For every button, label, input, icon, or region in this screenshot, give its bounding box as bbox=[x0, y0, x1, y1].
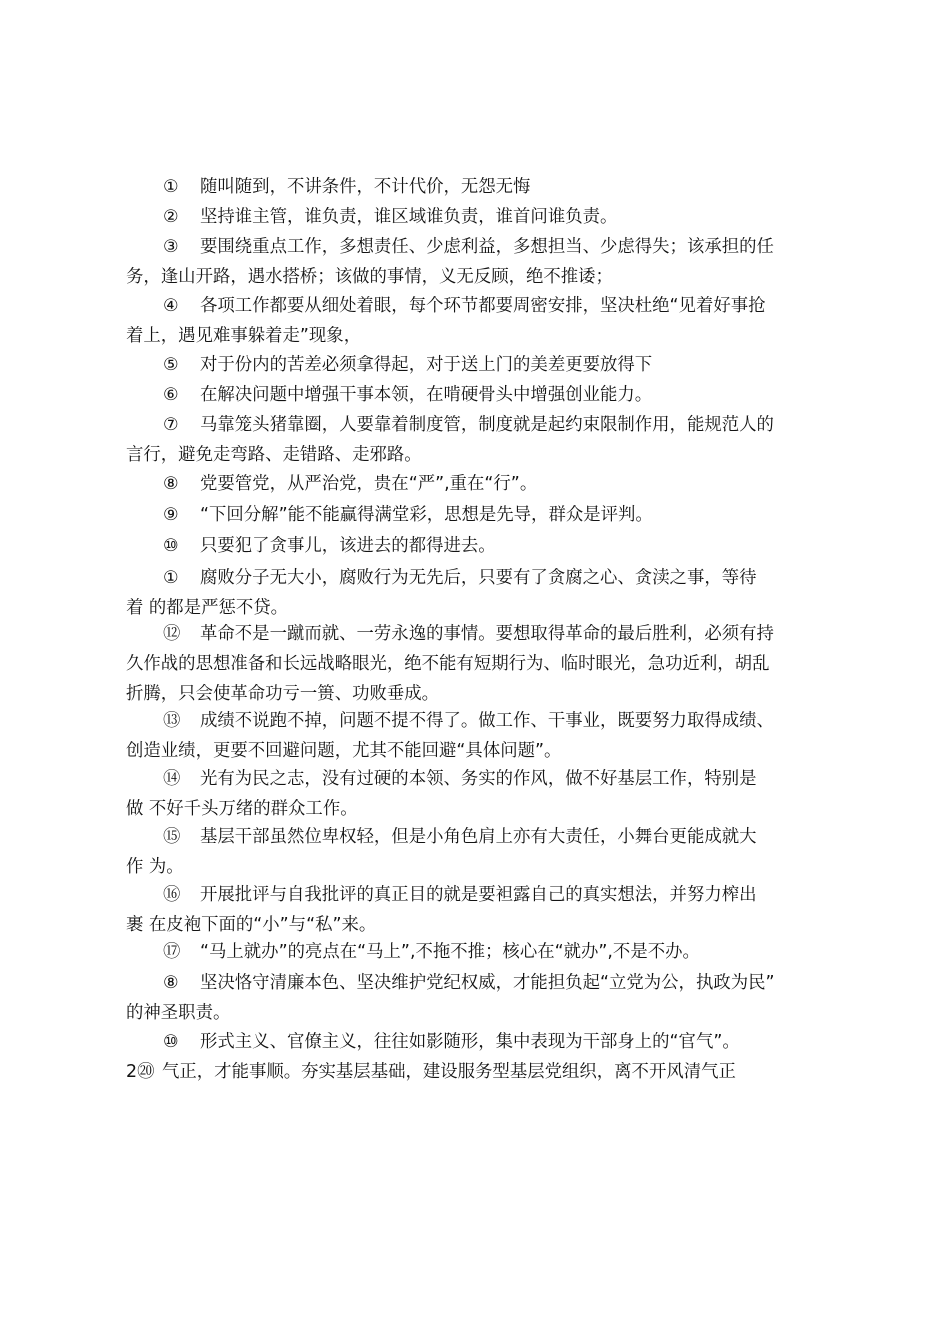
item-text: 形式主义、官僚主义，往往如影随形，集中表现为干部身上的“官气”。 bbox=[200, 1032, 740, 1052]
paragraph-continuation-line: 务，逢山开路，遇水搭桥；该做的事情，义无反顾，绝不推诿； bbox=[126, 267, 613, 287]
paragraph-first-line bbox=[163, 350, 652, 380]
item-text: 腐败分子无大小，腐败行为无先后，只要有了贪腐之心、贪渎之事，等待 bbox=[200, 568, 757, 588]
item-number: ③ bbox=[163, 237, 179, 257]
item-number: ④ bbox=[163, 296, 179, 316]
item-text: 只要犯了贪事儿，该进去的都得进去。 bbox=[200, 536, 496, 556]
paragraph-first-line bbox=[163, 1027, 740, 1057]
item-number: ⑥ bbox=[163, 385, 179, 405]
paragraph-first-line bbox=[163, 764, 757, 794]
paragraph-first-line bbox=[163, 202, 617, 232]
item-number: ⑨ bbox=[163, 505, 179, 525]
item-text: 基层干部虽然位卑权轻，但是小角色肩上亦有大责任，小舞台更能成就大 bbox=[200, 827, 757, 847]
paragraph-first-line bbox=[163, 706, 774, 736]
item-number: ① bbox=[163, 177, 179, 197]
paragraph-first-line bbox=[163, 380, 652, 410]
item-number: ⑩ bbox=[163, 1032, 179, 1052]
paragraph-continuation-line: 的神圣职责。 bbox=[126, 1003, 231, 1023]
paragraph-first-line bbox=[163, 232, 774, 262]
paragraph-first-line bbox=[163, 880, 757, 910]
paragraph-continuation-line: 折腾，只会使革命功亏一篑、功败垂成。 bbox=[126, 684, 440, 704]
item-text: 成绩不说跑不掉，问题不提不得了。做工作、干事业，既要努力取得成绩、 bbox=[200, 711, 774, 731]
item-text: 在解决问题中增强干事本领，在啃硬骨头中增强创业能力。 bbox=[200, 385, 653, 405]
item-number: ⑭ bbox=[163, 769, 181, 789]
paragraph-continuation-line: 言行，避免走弯路、走错路、走邪路。 bbox=[126, 445, 422, 465]
item-number: ⑤ bbox=[163, 355, 179, 375]
paragraph-first-line bbox=[163, 968, 775, 998]
paragraph-continuation-line: 久作战的思想准备和长远战略眼光，绝不能有短期行为、临时眼光，急功近利，胡乱 bbox=[126, 654, 770, 674]
item-text: 随叫随到，不讲条件，不计代价，无怨无悔 bbox=[200, 177, 531, 197]
item-number: 2⑳ bbox=[126, 1062, 155, 1082]
item-text: 对于份内的苦差必须拿得起，对于送上门的美差更要放得下 bbox=[200, 355, 653, 375]
paragraph-first-line bbox=[163, 531, 496, 561]
paragraph-first-line bbox=[163, 172, 530, 202]
item-number: ⑦ bbox=[163, 415, 179, 435]
item-text: 气正，才能事顺。夯实基层基础，建设服务型基层党组织，离不开风清气正 bbox=[162, 1062, 736, 1082]
item-number: ⑰ bbox=[163, 942, 181, 962]
paragraph-first-line bbox=[163, 937, 700, 967]
item-number: ⑧ bbox=[163, 474, 179, 494]
item-text: “下回分解”能不能赢得满堂彩，思想是先导，群众是评判。 bbox=[200, 505, 653, 525]
item-number: ⑫ bbox=[163, 624, 181, 644]
item-number: ① bbox=[163, 568, 179, 588]
paragraph-first-line bbox=[126, 1057, 736, 1087]
paragraph-first-line bbox=[163, 410, 774, 440]
item-text: 要围绕重点工作，多想责任、少虑利益，多想担当、少虑得失；该承担的任 bbox=[200, 237, 774, 257]
paragraph-first-line bbox=[163, 469, 537, 499]
paragraph-continuation-line: 着 的都是严惩不贷。 bbox=[126, 598, 289, 618]
item-text: 开展批评与自我批评的真正目的就是要袒露自己的真实想法，并努力榨出 bbox=[200, 885, 757, 905]
paragraph-first-line bbox=[163, 500, 653, 530]
paragraph-continuation-line: 裹 在皮袍下面的“小”与“私”来。 bbox=[126, 915, 377, 935]
item-text: “马上就办”的亮点在“马上”,不拖不推；核心在“就办”,不是不办。 bbox=[200, 942, 700, 962]
item-text: 光有为民之志，没有过硬的本领、务实的作风，做不好基层工作，特别是 bbox=[200, 769, 757, 789]
item-number: ⑯ bbox=[163, 885, 181, 905]
paragraph-first-line bbox=[163, 822, 757, 852]
item-number: ⑩ bbox=[163, 536, 179, 556]
paragraph-first-line bbox=[163, 563, 757, 593]
item-text: 马靠笼头猪靠圈，人要靠着制度管，制度就是起约束限制作用，能规范人的 bbox=[200, 415, 774, 435]
paragraph-continuation-line: 创造业绩，更要不回避问题，尤其不能回避“具体问题”。 bbox=[126, 741, 562, 761]
item-text: 革命不是一蹴而就、一劳永逸的事情。要想取得革命的最后胜利，必须有持 bbox=[200, 624, 774, 644]
paragraph-continuation-line: 着上，遇见难事躲着走”现象， bbox=[126, 326, 362, 346]
paragraph-first-line bbox=[163, 619, 774, 649]
item-text: 坚决恪守清廉本色、坚决维护党纪权威，才能担负起“立党为公，执政为民” bbox=[200, 973, 775, 993]
item-text: 各项工作都要从细处着眼，每个环节都要周密安排，坚决杜绝“见着好事抢 bbox=[200, 296, 766, 316]
item-text: 坚持谁主管，谁负责，谁区域谁负责，谁首问谁负责。 bbox=[200, 207, 618, 227]
item-number: ⑮ bbox=[163, 827, 181, 847]
item-number: ② bbox=[163, 207, 179, 227]
item-number: ⑧ bbox=[163, 973, 179, 993]
paragraph-continuation-line: 做 不好千头万绪的群众工作。 bbox=[126, 799, 358, 819]
paragraph-first-line bbox=[163, 291, 766, 321]
item-text: 党要管党，从严治党，贵在“严”,重在“行”。 bbox=[200, 474, 538, 494]
item-number: ⑬ bbox=[163, 711, 181, 731]
paragraph-continuation-line: 作 为。 bbox=[126, 857, 184, 877]
